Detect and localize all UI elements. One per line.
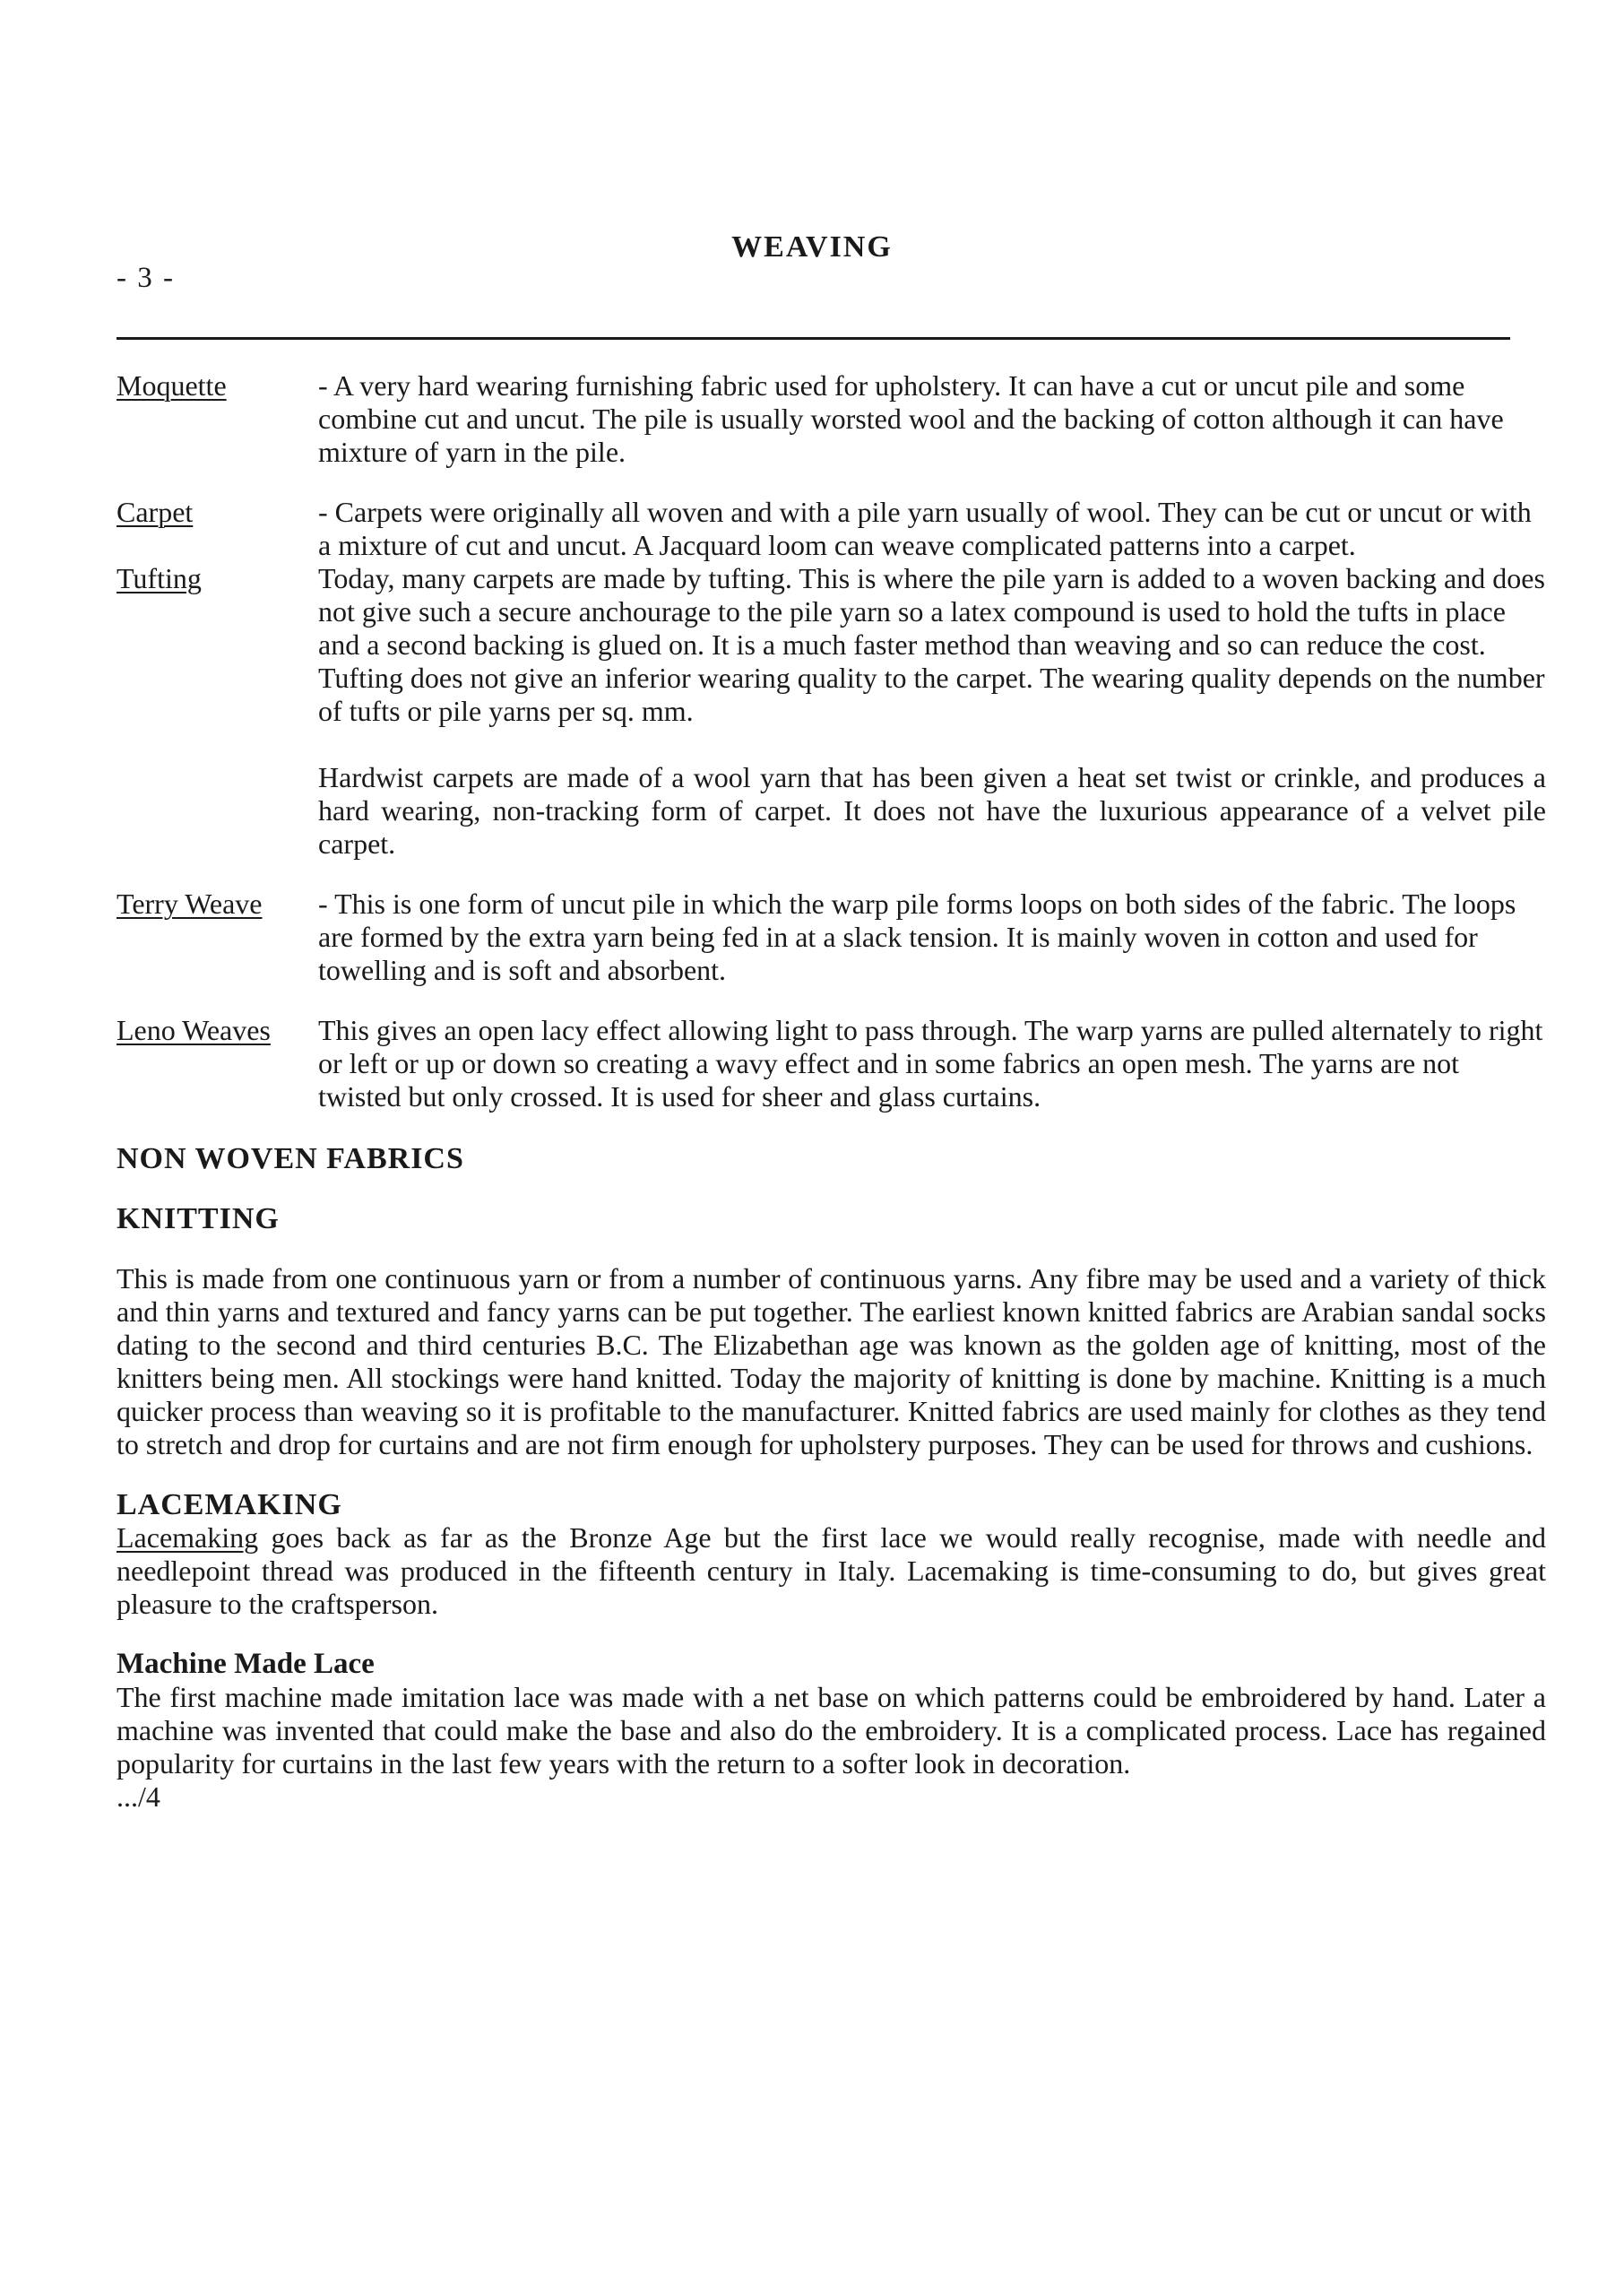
lacemaking-paragraph	[117, 1521, 1546, 1621]
term-definition: - This is one form of uncut pile in which the warp pile forms loops on both sides of the fabric. The loops are formed by the extra yarn being fed in at a slack tension. It is mainly woven in cotton and used for towelling and is soft and absorbent.	[318, 888, 1516, 986]
tufting-continuation: Hardwist carpets are made of a wool yarn that has been given a heat set twist or crinkle, and produces a hard wearing, non-tracking form of carpet. It does not have the luxurious appearance of a velvet pile carpet.	[318, 761, 1546, 860]
entry-terry-weave	[117, 888, 1546, 987]
section-heading-lacemaking: LACEMAKING	[117, 1488, 342, 1521]
header-rule	[117, 337, 1510, 340]
machine-lace-paragraph: The first machine made imitation lace was made with a net base on which patterns could be embroidered by hand. Later a machine was invented that could make the base and also do the embroidery. It is a complicated process. Lace has regained popularity for curtains in the last few years with the return to a softer look in decoration.	[117, 1681, 1546, 1780]
term-label: Leno Weaves	[117, 1014, 271, 1046]
page-title: WEAVING	[731, 230, 893, 264]
term-definition: Today, many carpets are made by tufting. This is where the pile yarn is added to a woven backing and does not give such a secure anchourage to the pile yarn so a latex compound is used to hold the tufts in place and a second backing is glued on. It is a much faster method than weaving and so can reduce the cost. Tufting does not give an inferior wearing quality to the carpet. The wearing quality depends on the number of tufts or pile yarns per sq. mm.	[318, 562, 1545, 727]
term-definition: - Carpets were originally all woven and with a pile yarn usually of wool. They can be cut or uncut or with a mixture of cut and uncut. A Jacquard loom can weave complicated patterns into a carpet.	[318, 496, 1532, 561]
section-heading-machine-lace: Machine Made Lace	[117, 1648, 375, 1680]
page-content	[117, 369, 1546, 1814]
term-definition: - A very hard wearing furnishing fabric used for upholstery. It can have a cut or uncut pile and some combine cut and uncut. The pile is usually worsted wool and the backing of cotton although it can have mixture of yarn in the pile.	[318, 369, 1504, 468]
term-label: Terry Weave	[117, 888, 263, 920]
lacemaking-text: goes back as far as the Bronze Age but the first lace we would really recognise, made with needle and needlepoint thread was produced in the fifteenth century in Italy. Lacemaking is time-consuming to do, but gives great pleasure to the craftsperson.	[117, 1521, 1546, 1620]
term-definition: This gives an open lacy effect allowing light to pass through. The warp yarns are pulled alternately to right or left or up or down so creating a wavy effect and in some fabrics an open mesh. The yarns are not twisted but only crossed. It is used for sheer and glass curtains.	[318, 1014, 1543, 1113]
entry-tufting	[117, 562, 1546, 728]
term-label: Tufting	[117, 562, 202, 594]
entry-moquette	[117, 369, 1546, 469]
section-heading-knitting: KNITTING	[117, 1202, 280, 1235]
entry-leno-weaves	[117, 1014, 1546, 1113]
term-label: Moquette	[117, 369, 227, 402]
knitting-paragraph: This is made from one continuous yarn or from a number of continuous yarns. Any fibre may be used and a variety of thick and thin yarns and textured and fancy yarns can be put together. The earliest known knitted fabrics are Arabian sandal socks dating to the second and third centuries B.C. The Elizabethan age was known as the golden age of knitting, most of the knitters being men. All stockings were hand knitted. Today the majority of knitting is done by machine. Knitting is a much quicker process than weaving so it is profitable to the manufacturer. Knitted fabrics are used mainly for clothes as they tend to stretch and drop for curtains and are not firm enough for upholstery purposes. They can be used for throws and cushions.	[117, 1262, 1546, 1460]
section-heading-non-woven: NON WOVEN FABRICS	[117, 1142, 464, 1175]
lacemaking-term: Lacemaking	[117, 1521, 259, 1554]
page-number: - 3 -	[117, 262, 175, 294]
entry-carpet	[117, 496, 1546, 562]
term-label: Carpet	[117, 496, 194, 528]
continued-marker: .../4	[117, 1780, 160, 1813]
